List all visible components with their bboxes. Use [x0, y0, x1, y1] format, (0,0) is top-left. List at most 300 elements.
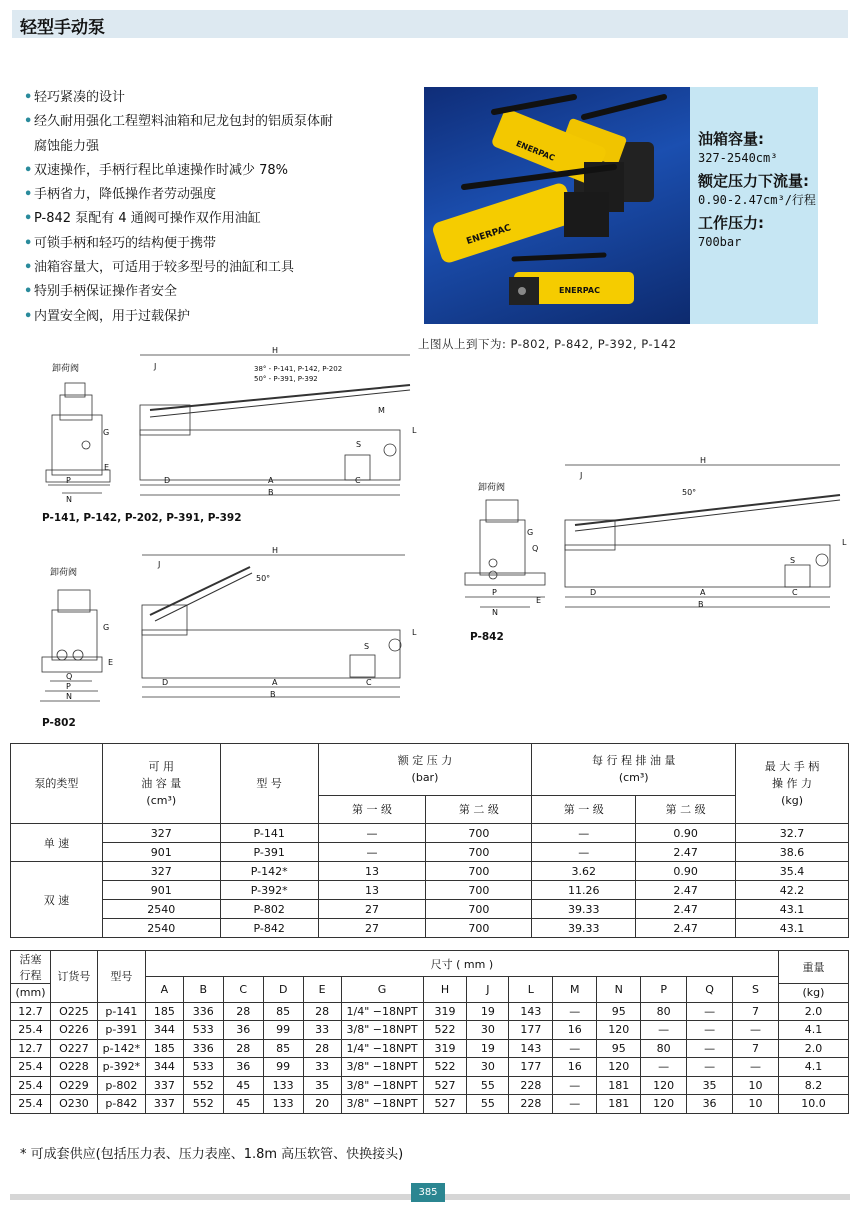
table-cell: P-842 [220, 919, 318, 938]
table-cell: 39.33 [532, 900, 636, 919]
table-cell: — [318, 824, 426, 843]
header-line: 行程 [19, 969, 42, 982]
table-cell: 185 [145, 1039, 183, 1058]
dimension-table [10, 950, 849, 1114]
table-cell: — [687, 1002, 733, 1021]
header-bar [12, 10, 848, 38]
header-dim-col: Q [687, 977, 733, 1003]
table-cell: 2540 [102, 900, 220, 919]
table-cell: O226 [50, 1021, 97, 1040]
dim-H: H [272, 546, 279, 555]
brand-label: ENERPAC [514, 139, 557, 163]
header-line: 可 用 [148, 760, 175, 773]
header-dim-col: B [183, 977, 223, 1003]
product-photo [424, 87, 690, 324]
angle-50: 50° [682, 488, 697, 497]
dim-A: A [700, 588, 706, 597]
dim-L: L [412, 628, 417, 637]
table-cell: 55 [467, 1095, 509, 1114]
dim-H: H [272, 346, 279, 355]
table-cell: 12.7 [11, 1039, 51, 1058]
table-cell: 10 [733, 1076, 779, 1095]
dim-N: N [492, 608, 498, 617]
table-cell: 55 [467, 1076, 509, 1095]
dim-J: J [154, 362, 157, 371]
table-cell: 1/4" −18NPT [341, 1002, 423, 1021]
header-line: (bar) [411, 771, 439, 785]
dim-E: E [104, 463, 110, 472]
table-cell: 337 [145, 1076, 183, 1095]
header-dim-col: E [303, 977, 341, 1003]
table-cell: 85 [263, 1039, 303, 1058]
group-name: 单 速 [11, 824, 103, 862]
table-row [11, 1076, 849, 1095]
table-cell: 700 [426, 824, 532, 843]
feature-text: P-842 泵配有 4 通阀可操作双作用油缸 [34, 211, 261, 227]
table-cell: 2.47 [636, 881, 736, 900]
table-cell: 0.90 [636, 824, 736, 843]
header-line: 额 定 压 力 [397, 754, 453, 768]
table-cell: 20 [303, 1095, 341, 1114]
header-stroke-unit: (mm) [11, 984, 51, 1003]
header-stroke [11, 951, 51, 984]
table-cell: 45 [223, 1095, 263, 1114]
table-cell: 28 [223, 1002, 263, 1021]
bullet-icon: • [24, 211, 33, 227]
table-cell: 85 [263, 1002, 303, 1021]
table-cell: 80 [641, 1002, 687, 1021]
table-cell: 2.0 [778, 1002, 848, 1021]
table-cell: 16 [553, 1021, 597, 1040]
table-cell: 133 [263, 1095, 303, 1114]
header-dim-col: L [509, 977, 553, 1003]
table-cell: 36 [223, 1021, 263, 1040]
table-header-row [11, 951, 849, 977]
dim-A: A [272, 678, 278, 687]
table-cell: — [553, 1095, 597, 1114]
table-cell: 700 [426, 862, 532, 881]
table-cell: 337 [145, 1095, 183, 1114]
table-cell: 19 [467, 1039, 509, 1058]
table-cell: P-392* [220, 881, 318, 900]
angle-note-2: 50° - P-391, P-392 [254, 375, 318, 383]
table-cell: — [733, 1058, 779, 1077]
header-line: 最 大 手 柄 [764, 760, 820, 773]
table-cell: 2.47 [636, 843, 736, 862]
header-model: 型号 [97, 951, 145, 1003]
drawing-label-p141: P-141, P-142, P-202, P-391, P-392 [42, 512, 242, 524]
table-cell: — [553, 1039, 597, 1058]
dim-C: C [355, 476, 361, 485]
table-row [11, 1058, 849, 1077]
header-dim-col: H [423, 977, 467, 1003]
feature-text: 特别手柄保证操作者安全 [34, 284, 178, 300]
table-cell: 99 [263, 1058, 303, 1077]
table-cell: — [553, 1002, 597, 1021]
header-model: 型 号 [220, 744, 318, 824]
table-cell: 10 [733, 1095, 779, 1114]
table-cell: 38.6 [736, 843, 849, 862]
table-row [11, 900, 849, 919]
dim-G: G [103, 428, 110, 437]
header-line: (cm³) [146, 794, 177, 807]
group-name: 双 速 [11, 862, 103, 938]
dim-S: S [356, 440, 362, 449]
table-cell: p-391 [97, 1021, 145, 1040]
header-dim-col: A [145, 977, 183, 1003]
table-cell: 327 [102, 862, 220, 881]
table-row [11, 881, 849, 900]
table-cell: — [733, 1021, 779, 1040]
header-capacity [102, 744, 220, 824]
pressure-label: 工作压力: [698, 214, 764, 232]
table-cell: 43.1 [736, 919, 849, 938]
table-cell: — [532, 843, 636, 862]
dim-P: P [492, 588, 497, 597]
table-cell: 527 [423, 1076, 467, 1095]
page-number: 385 [411, 1183, 445, 1202]
feature-text: 手柄省力，降低操作者劳动强度 [34, 187, 217, 203]
table-cell: 344 [145, 1021, 183, 1040]
table-cell: — [687, 1058, 733, 1077]
dim-N: N [66, 495, 72, 504]
footnote: * 可成套供应(包括压力表、压力表座、1.8m 高压软管、快换接头) [20, 1147, 404, 1162]
table-cell: 39.33 [532, 919, 636, 938]
bullet-icon: • [24, 162, 33, 178]
table-cell: 533 [183, 1058, 223, 1077]
table-cell: p-802 [97, 1076, 145, 1095]
table-cell: O225 [50, 1002, 97, 1021]
drawing-p842 [465, 456, 847, 617]
unload-valve-label: 卸荷阀 [478, 483, 506, 493]
table-cell: 120 [597, 1058, 641, 1077]
table-row [11, 919, 849, 938]
dim-S: S [790, 556, 796, 565]
dim-C: C [792, 588, 798, 597]
table-cell: — [641, 1021, 687, 1040]
table-cell: P-802 [220, 900, 318, 919]
feature-text: 油箱容量大，可适用于较多型号的油缸和工具 [34, 260, 295, 276]
dim-E: E [108, 658, 114, 667]
table-cell: 45 [223, 1076, 263, 1095]
feature-item [24, 260, 404, 276]
table-cell: — [532, 824, 636, 843]
table-cell: 522 [423, 1058, 467, 1077]
dim-A: A [268, 476, 274, 485]
table-cell: — [641, 1058, 687, 1077]
table-cell: 0.90 [636, 862, 736, 881]
table-cell: 28 [303, 1002, 341, 1021]
table-cell: 143 [509, 1039, 553, 1058]
table-cell: O227 [50, 1039, 97, 1058]
dim-D: D [590, 588, 597, 597]
dim-G: G [527, 528, 534, 537]
photo-caption: 上图从上到下为: P-802, P-842, P-392, P-142 [418, 337, 677, 351]
table-cell: 7 [733, 1039, 779, 1058]
drawing-p802 [40, 546, 417, 701]
dim-B: B [698, 600, 704, 609]
table-cell: p-142* [97, 1039, 145, 1058]
unload-valve-label: 卸荷阀 [50, 568, 78, 578]
header-dim-col: M [553, 977, 597, 1003]
table-cell: 8.2 [778, 1076, 848, 1095]
table-cell: 336 [183, 1002, 223, 1021]
table-cell: 120 [641, 1076, 687, 1095]
table-cell: 120 [597, 1021, 641, 1040]
table-cell: 36 [687, 1095, 733, 1114]
bullet-icon: • [24, 308, 33, 324]
table-cell: 2.47 [636, 919, 736, 938]
table-row [11, 1039, 849, 1058]
drawing-label-p802: P-802 [42, 717, 76, 729]
table-cell: 700 [426, 919, 532, 938]
header-stage1: 第 一 级 [532, 795, 636, 823]
table-cell: 3.62 [532, 862, 636, 881]
header-stage1: 第 一 级 [318, 795, 426, 823]
table-header-row [11, 744, 849, 796]
header-stage2: 第 二 级 [426, 795, 532, 823]
table-cell: 19 [467, 1002, 509, 1021]
table-cell: P-141 [220, 824, 318, 843]
capacity-value: 327-2540cm³ [698, 151, 778, 165]
table-cell: 3/8" −18NPT [341, 1021, 423, 1040]
dim-B: B [270, 690, 276, 699]
technical-drawings [0, 345, 859, 740]
table-cell: — [318, 843, 426, 862]
table-cell: 33 [303, 1058, 341, 1077]
feature-item [24, 284, 404, 300]
pump-illustration [424, 87, 690, 324]
table-cell: — [687, 1039, 733, 1058]
drawing-label-p842: P-842 [470, 631, 504, 643]
table-cell: 319 [423, 1002, 467, 1021]
table-cell: 143 [509, 1002, 553, 1021]
dim-L: L [412, 426, 417, 435]
table-cell: 28 [303, 1039, 341, 1058]
table-cell: 2.47 [636, 900, 736, 919]
bullet-icon: • [24, 235, 33, 251]
table-cell: 527 [423, 1095, 467, 1114]
table-cell: 25.4 [11, 1021, 51, 1040]
table-cell: — [687, 1021, 733, 1040]
header-line: 油 容 量 [141, 777, 182, 790]
table-cell: 27 [318, 919, 426, 938]
header-line: (kg) [781, 794, 803, 807]
header-dimensions: 尺寸 ( mm ) [145, 951, 778, 977]
header-weight-unit: (kg) [778, 984, 848, 1003]
table-cell: 12.7 [11, 1002, 51, 1021]
header-line: 活塞 [19, 953, 42, 966]
feature-text: 腐蚀能力强 [34, 138, 100, 154]
header-line: 每 行 程 排 油 量 [591, 754, 676, 768]
table-cell: 177 [509, 1021, 553, 1040]
dim-N: N [66, 692, 72, 701]
table-cell: 36 [223, 1058, 263, 1077]
table-cell: 2.0 [778, 1039, 848, 1058]
table-cell: 133 [263, 1076, 303, 1095]
table-cell: 35.4 [736, 862, 849, 881]
bullet-icon: • [24, 114, 33, 130]
table-cell: 7 [733, 1002, 779, 1021]
dim-D: D [162, 678, 169, 687]
header-dim-col: P [641, 977, 687, 1003]
table-cell: 10.0 [778, 1095, 848, 1114]
feature-item [24, 236, 404, 252]
header-dim-col: C [223, 977, 263, 1003]
header-line: (cm³) [618, 771, 649, 785]
header-stage2: 第 二 级 [636, 795, 736, 823]
table-cell: 901 [102, 843, 220, 862]
table-cell: 319 [423, 1039, 467, 1058]
table-cell: 228 [509, 1095, 553, 1114]
table-cell: 901 [102, 881, 220, 900]
table-cell: 327 [102, 824, 220, 843]
feature-text: 内置安全阀，用于过载保护 [34, 308, 191, 324]
table-cell: 27 [318, 900, 426, 919]
table-cell: 552 [183, 1076, 223, 1095]
header-pump-type: 泵的类型 [11, 744, 103, 824]
feature-item [24, 114, 404, 130]
table-cell: p-392* [97, 1058, 145, 1077]
angle-note-1: 38° - P-141, P-142, P-202 [254, 365, 343, 373]
dim-Q: Q [66, 672, 73, 681]
header-oil-per-stroke [532, 744, 736, 796]
table-cell: 33 [303, 1021, 341, 1040]
brand-label: ENERPAC [465, 223, 513, 247]
dim-Q: Q [532, 544, 539, 553]
table-cell: 4.1 [778, 1021, 848, 1040]
unload-valve-label: 卸荷阀 [52, 364, 80, 374]
dim-P: P [66, 476, 71, 485]
dim-L: L [842, 538, 847, 547]
table-cell: 95 [597, 1002, 641, 1021]
table-cell: 3/8" −18NPT [341, 1076, 423, 1095]
table-cell: 181 [597, 1095, 641, 1114]
page-title: 轻型手动泵 [20, 18, 105, 38]
angle-50: 50° [256, 574, 271, 583]
pump-spec-table [10, 743, 849, 938]
header-dim-col: J [467, 977, 509, 1003]
table-cell: 700 [426, 900, 532, 919]
table-cell: 25.4 [11, 1076, 51, 1095]
feature-item [24, 187, 404, 203]
table-row [11, 1021, 849, 1040]
dim-J: J [158, 560, 161, 569]
table-cell: 32.7 [736, 824, 849, 843]
table-cell: — [553, 1076, 597, 1095]
table-row [11, 862, 849, 881]
table-cell: 2540 [102, 919, 220, 938]
dim-J: J [580, 471, 583, 480]
table-cell: 228 [509, 1076, 553, 1095]
feature-item [24, 163, 404, 179]
table-cell: P-391 [220, 843, 318, 862]
flow-label: 额定压力下流量: [698, 172, 809, 190]
table-cell: 25.4 [11, 1095, 51, 1114]
table-row [11, 843, 849, 862]
table-cell: 99 [263, 1021, 303, 1040]
feature-item [24, 309, 404, 325]
table-cell: 700 [426, 843, 532, 862]
header-dim-col: G [341, 977, 423, 1003]
table-cell: O228 [50, 1058, 97, 1077]
feature-text: 经久耐用强化工程塑料油箱和尼龙包封的铝质泵体耐 [34, 114, 334, 130]
table-cell: 43.1 [736, 900, 849, 919]
table-cell: p-842 [97, 1095, 145, 1114]
dim-C: C [366, 678, 372, 687]
table-cell: 700 [426, 881, 532, 900]
table-cell: 28 [223, 1039, 263, 1058]
table-cell: 522 [423, 1021, 467, 1040]
table-cell: 181 [597, 1076, 641, 1095]
table-cell: p-141 [97, 1002, 145, 1021]
table-cell: 336 [183, 1039, 223, 1058]
dim-M: M [378, 406, 385, 415]
table-row [11, 824, 849, 843]
feature-text: 轻巧紧凑的设计 [34, 90, 126, 105]
bullet-icon: • [24, 187, 33, 203]
dim-H: H [700, 456, 707, 465]
table-cell: 13 [318, 881, 426, 900]
table-cell: 13 [318, 862, 426, 881]
dim-E: E [536, 596, 542, 605]
table-cell: 30 [467, 1021, 509, 1040]
table-cell: 3/8" −18NPT [341, 1095, 423, 1114]
table-cell: 80 [641, 1039, 687, 1058]
table-cell: 3/8" −18NPT [341, 1058, 423, 1077]
dim-B: B [268, 488, 274, 497]
table-cell: 4.1 [778, 1058, 848, 1077]
table-cell: P-142* [220, 862, 318, 881]
pressure-value: 700bar [698, 235, 742, 249]
table-cell: 30 [467, 1058, 509, 1077]
brand-label: ENERPAC [559, 286, 600, 295]
header-dim-col: D [263, 977, 303, 1003]
table-row [11, 1002, 849, 1021]
table-cell: 177 [509, 1058, 553, 1077]
table-cell: 16 [553, 1058, 597, 1077]
header-weight: 重量 [778, 951, 848, 984]
dim-G: G [103, 623, 110, 632]
bullet-icon: • [24, 260, 33, 276]
header-max-force [736, 744, 849, 824]
table-cell: O230 [50, 1095, 97, 1114]
feature-item [24, 211, 404, 227]
bullet-icon: • [24, 90, 33, 105]
table-cell: 25.4 [11, 1058, 51, 1077]
table-row [11, 1095, 849, 1114]
header-dim-col: N [597, 977, 641, 1003]
flow-value: 0.90-2.47cm³/行程 [698, 193, 816, 207]
table-cell: O229 [50, 1076, 97, 1095]
header-order-no: 订货号 [50, 951, 97, 1003]
table-cell: 11.26 [532, 881, 636, 900]
feature-text: 可锁手柄和轻巧的结构便于携带 [34, 235, 217, 251]
dim-P: P [66, 682, 71, 691]
feature-list [24, 90, 404, 333]
table-cell: 533 [183, 1021, 223, 1040]
dim-S: S [364, 642, 370, 651]
header-dim-col: S [733, 977, 779, 1003]
table-cell: 42.2 [736, 881, 849, 900]
table-cell: 95 [597, 1039, 641, 1058]
table-cell: 185 [145, 1002, 183, 1021]
feature-text: 双速操作，手柄行程比单速操作时减少 78% [34, 162, 289, 178]
table-cell: 552 [183, 1095, 223, 1114]
pump-bottom [509, 255, 634, 305]
capacity-label: 油箱容量: [698, 130, 764, 148]
table-cell: 344 [145, 1058, 183, 1077]
